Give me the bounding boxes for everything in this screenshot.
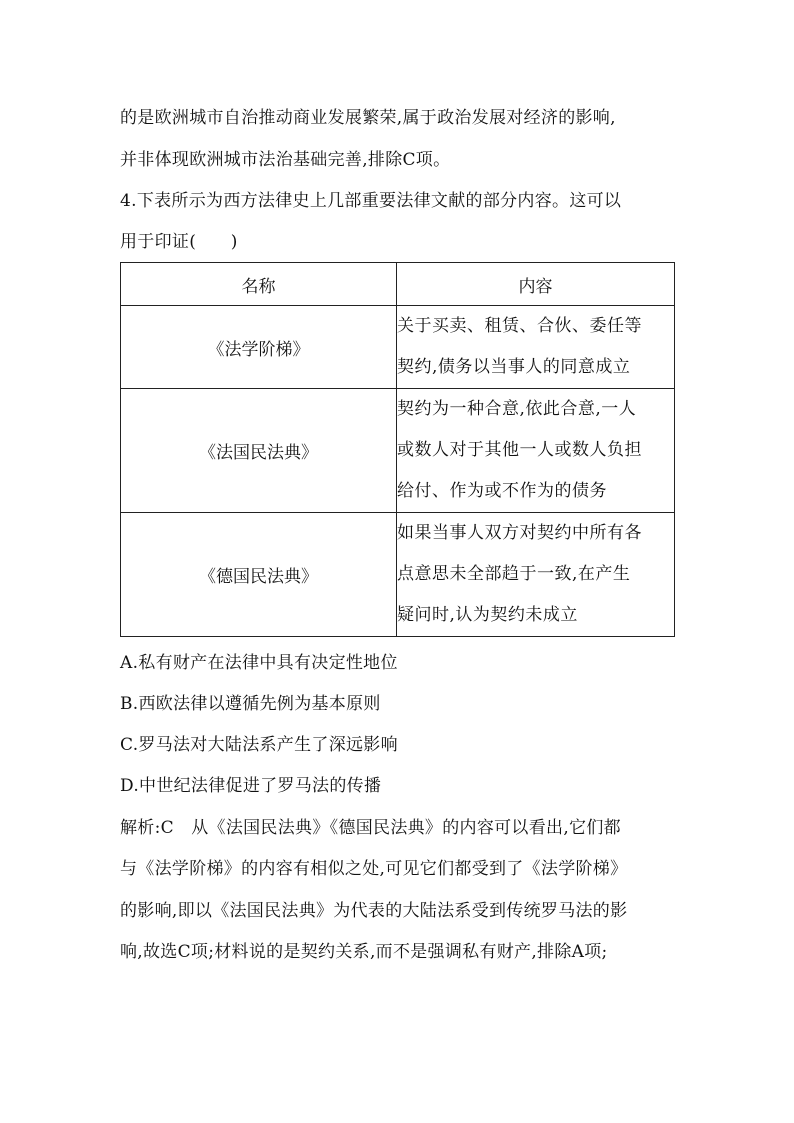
row-name-cell: 《法学阶梯》: [121, 306, 397, 389]
row-content-cell: [397, 513, 675, 637]
content-line: 契约为一种合意,依此合意,一人: [397, 399, 637, 419]
row-name-cell: 《法国民法典》: [121, 389, 397, 513]
content-line: 关于买卖、租赁、合伙、委任等: [397, 316, 642, 336]
header-content: 内容: [397, 263, 675, 306]
option-c: C.罗马法对大陆法系产生了深远影响: [120, 735, 398, 755]
option-d: D.中世纪法律促进了罗马法的传播: [120, 776, 382, 796]
row-content-cell: [397, 389, 675, 513]
content-line: 如果当事人双方对契约中所有各: [397, 523, 642, 543]
option-a: A.私有财产在法律中具有决定性地位: [120, 653, 398, 673]
intro-line-2: 并非体现欧洲城市法治基础完善,排除C项。: [120, 150, 451, 170]
content-line: 或数人对于其他一人或数人负担: [397, 440, 642, 460]
table-row: [121, 513, 675, 637]
intro-line-1: 的是欧洲城市自治推动商业发展繁荣,属于政治发展对经济的影响,: [120, 108, 616, 128]
content-line: 点意思未全部趋于一致,在产生: [397, 564, 631, 584]
content-line: 给付、作为或不作为的债务: [397, 481, 607, 501]
analysis-line-4: 响,故选C项;材料说的是契约关系,而不是强调私有财产,排除A项;: [120, 942, 608, 962]
content-line: 疑问时,认为契约未成立: [397, 605, 578, 625]
header-name: 名称: [121, 263, 397, 306]
question-stem-line-2: 用于印证( ): [120, 232, 238, 252]
table-row: [121, 306, 675, 389]
table-header-row: [121, 263, 675, 306]
table-row: [121, 389, 675, 513]
analysis-line-2: 与《法学阶梯》的内容有相似之处,可见它们都受到了《法学阶梯》: [120, 859, 628, 879]
option-b: B.西欧法律以遵循先例为基本原则: [120, 694, 381, 714]
question-stem-line-1: 4.下表所示为西方法律史上几部重要法律文献的部分内容。这可以: [120, 191, 622, 211]
analysis-line-3: 的影响,即以《法国民法典》为代表的大陆法系受到传统罗马法的影: [120, 901, 628, 921]
content-line: 契约,债务以当事人的同意成立: [397, 357, 631, 377]
law-documents-table: [120, 262, 675, 637]
row-content-cell: [397, 306, 675, 389]
row-name-cell: 《德国民法典》: [121, 513, 397, 637]
analysis-line-1: 解析:C 从《法国民法典》《德国民法典》的内容可以看出,它们都: [120, 818, 621, 838]
